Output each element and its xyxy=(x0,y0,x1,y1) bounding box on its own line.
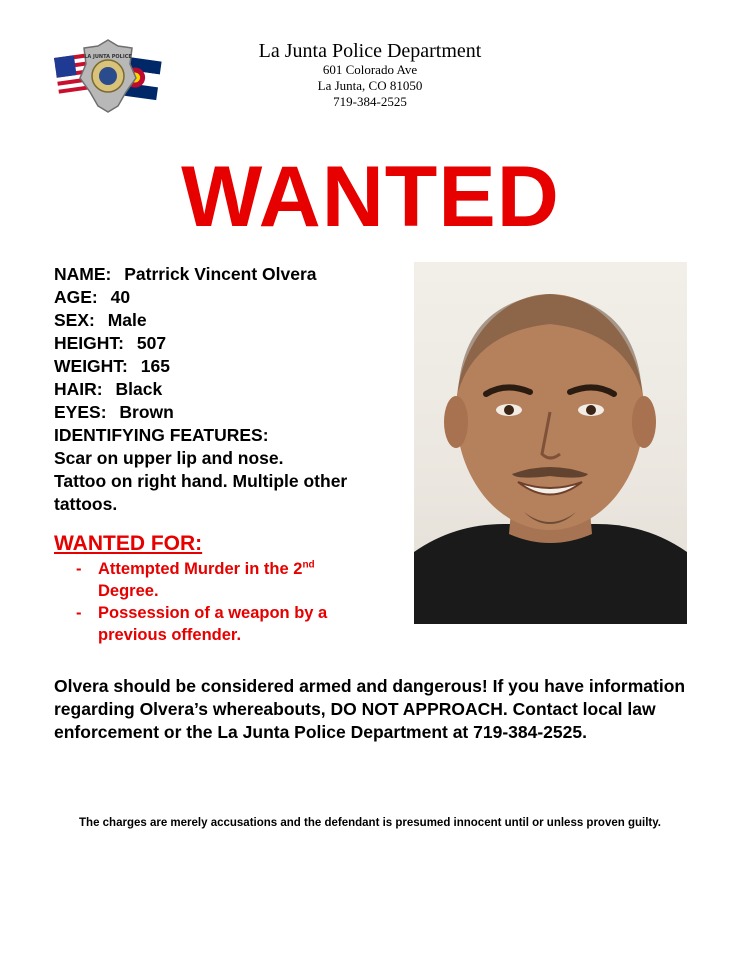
warning-paragraph: Olvera should be considered armed and dangerous! If you have information regarding Olvera’s whereabouts, DO NOT APPROACH. Contact local law enforcement or the La Junta Police Department at 719-384-2525. xyxy=(54,676,686,742)
age-value: 40 xyxy=(110,287,131,307)
weight-row xyxy=(54,355,399,378)
age-label: AGE: xyxy=(54,287,98,307)
height-label: HEIGHT: xyxy=(54,333,124,353)
mugshot-photo xyxy=(414,262,687,624)
hair-label: HAIR: xyxy=(54,379,103,399)
charge-2-text: Possession of a weapon by a previous offender. xyxy=(98,604,328,644)
list-dash: - xyxy=(76,560,82,578)
charge-1-text: Attempted Murder in the 2 xyxy=(98,560,303,578)
hair-value: Black xyxy=(115,379,163,399)
eyes-value: Brown xyxy=(119,402,174,422)
height-value: 507 xyxy=(136,333,167,353)
name-label: NAME: xyxy=(54,264,112,284)
features-line-1: Scar on upper lip and nose. xyxy=(54,448,284,468)
height-row xyxy=(54,332,399,355)
badge-icon xyxy=(80,40,136,112)
wanted-title: WANTED xyxy=(181,149,560,245)
department-phone: 719-384-2525 xyxy=(333,94,407,109)
weight-value: 165 xyxy=(140,356,170,376)
eyes-label: EYES: xyxy=(54,402,107,422)
sex-row xyxy=(54,309,399,332)
svg-text:LA JUNTA POLICE: LA JUNTA POLICE xyxy=(84,54,132,60)
address-line-1: 601 Colorado Ave xyxy=(322,62,418,77)
name-value: Patrrick Vincent Olvera xyxy=(124,264,317,284)
department-header xyxy=(230,40,510,110)
features-line-2: Tattoo on right hand. Multiple other tattoos. xyxy=(54,471,348,514)
subject-details xyxy=(54,263,399,516)
police-badge-logo xyxy=(52,36,164,118)
hair-row xyxy=(54,378,399,401)
charge-1-superscript: nd xyxy=(302,559,315,571)
legal-disclaimer: The charges are merely accusations and the defendant is presumed innocent until or unless proven guilty. xyxy=(79,817,661,829)
list-dash: - xyxy=(76,604,82,622)
sex-value: Male xyxy=(107,310,147,330)
charge-item xyxy=(76,602,396,646)
age-row xyxy=(54,286,399,309)
eyes-row xyxy=(54,401,399,424)
charge-item xyxy=(76,558,396,602)
address-line-2: La Junta, CO 81050 xyxy=(317,78,423,93)
wanted-for-title: WANTED FOR: xyxy=(54,532,203,555)
charge-1-end: Degree. xyxy=(98,582,159,600)
weight-label: WEIGHT: xyxy=(54,356,128,376)
department-name: La Junta Police Department xyxy=(258,40,482,62)
charges-list xyxy=(76,558,396,646)
features-label: IDENTIFYING FEATURES: xyxy=(54,425,269,445)
name-row xyxy=(54,263,399,286)
sex-label: SEX: xyxy=(54,310,95,330)
